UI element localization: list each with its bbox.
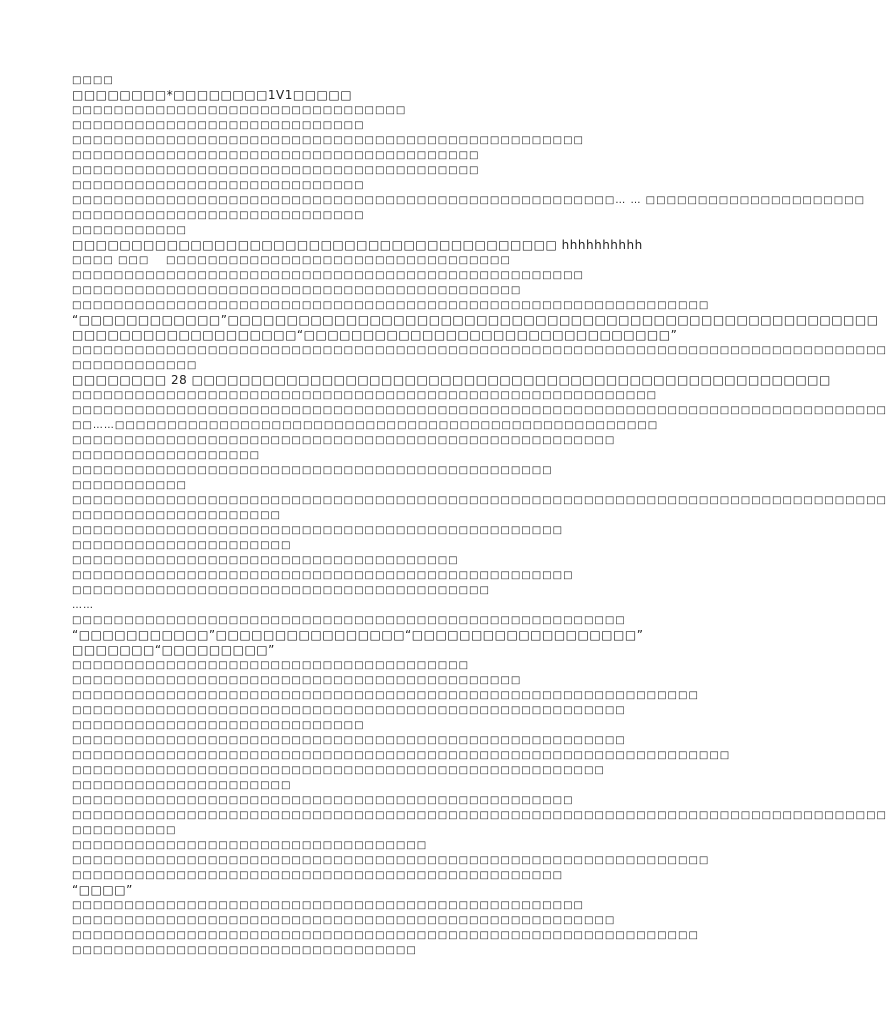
text-line: □□□□□□□□□□□□□□□□□□□□□□□□□□□□ <box>72 720 365 731</box>
text-line: □□□□□□□□□□□□□□□□□□□□□□□□□□□□□□□□□□□□□□□□□□□□□□□□□□□□□□□□□□□□□ <box>72 300 710 311</box>
text-line: □□□□□□□□□□ <box>72 825 177 836</box>
text-line: □□□□□□□□□□□□□□□□□□□□□□□□□□□□□□□□□□□□□□□□□□□□□□□□□□□□□□□□□□□□ <box>72 690 699 701</box>
text-line: □□□□□□□□□□□□□□□□□□□□□□□□□□□□□□□□□□□□□□□ <box>72 165 480 176</box>
text-line: □□□□□□□□□□□□□□□□□□□□□□□□□□□□□□□□□□□□□□□□□□□□□□□□□□□□□□□□□□□□ <box>72 930 699 941</box>
text-line: □□□□□□□“□□□□□□□□□” <box>72 643 275 657</box>
text-line: □□□□□□□□□□□□□□□□□□□□□□□□□□□□ <box>72 120 365 131</box>
text-line: □□□□ <box>72 75 114 86</box>
text-line: □□□□□□□□□□□□□□□□□□□□□□□□□□□□ <box>72 180 365 191</box>
text-line: □□□□□□□□□□□□□□□□□□□□□ <box>72 540 292 551</box>
text-line: □□□□□□□□□□□□□□□□□□□□□□□□□□□□□□□□□□□□□□□□□□□□□□□□ <box>72 570 574 581</box>
text-line: □□□□□□□□□□□□□□□□□□□□□□□□□□□□□□□□□□□□□□□□□□□□□□□□□ <box>72 135 584 146</box>
text-line: □□□□□□□□*□□□□□□□□1V1□□□□□ <box>72 88 353 102</box>
text-line: □□□□□□□□□□□□□□□□□□□□□□□□□□□□□□□□□□□□□□□□□□□□□□□□□□□□ <box>72 435 616 446</box>
text-line: □□□□□□□□ 28 □□□□□□□□□□□□□□□□□□□□□□□□□□□□□□□□□□□□□□□□□□□□□□□□□□□□□□ <box>72 373 831 387</box>
text-line: □□□□□□□□□□□□□□□□□□□□□□□□□□□□□□□□□□□□□□□□□□□□□□□ <box>72 525 564 536</box>
text-line: □□□□□□□□□□□□□□□□□□□□□□□□□□□□□□□□□□□□□□□□□□□□□□□□□□□□□ <box>72 705 626 716</box>
text-line: □□□□□□□□□□□□□□□□□□□□□□□□□□□□□□□□□ <box>72 945 417 956</box>
text-line: □□……□□□□□□□□□□□□□□□□□□□□□□□□□□□□□□□□□□□□□□□□□□□□□□□□□□□□ <box>72 420 659 431</box>
text-line: “□□□□□□□□□□□”□□□□□□□□□□□□□□□□“□□□□□□□□□□□□□□□□□□□” <box>72 628 644 642</box>
text-line: □□□□□□□□□□□□□□□□□□□□□□□□□□□□□□□□□□□□□□□□□□□□□□□□□□□□□□□□□□□□□□□□□□□□□□□□□□□□□□ <box>72 345 887 356</box>
text-line: □□□□□□□□□□□□□□□□□□□□□□□□□□□□□□□□□□□□□□□□□□□□□□□□ <box>72 795 574 806</box>
text-line: □□□□□□□□□□□□□□□□□□□□□□□□□□□□□□□□□□□□□□□□□□□□□□□□□□□□□ <box>72 735 626 746</box>
text-line: □□□□□□□□□□□□□□□□□□□□□□□□□□□□□□□□□□□□□□□□□□□□□□□□□□□□□□□□□□□□□□□□□□□□□□□□□□□□□□ <box>72 810 887 821</box>
text-line: □□□□□□□□□□□□□□□□□□□□□□□□□□□□ <box>72 210 365 221</box>
text-line: □□□□□□□□□□□ <box>72 480 187 491</box>
document-page <box>72 73 887 958</box>
text-line: □□□□□□□□□□□□□□□□□□□□□□□□□□□□□□□□□□□□□□□ <box>72 150 480 161</box>
text-line: □□□□□□□□□□□□□□□□□□ <box>72 450 261 461</box>
text-line: □□□□□□□□□□□□□□□□□□□□□□□□□□□□□□□□□□□□□□□□□□□□□□□□□□□□ <box>72 915 616 926</box>
text-line: □□□□□□□□□□□□□□□□□□□□□□□□□□□□□□□□□□□□□□□□□□□□□□□□□□□□□□□□□□□□□□□□□□□□□□□□□□□□□□ <box>72 495 887 506</box>
text-line: □□□□□□□□□□□□□□□□□□□□□□□□□□□□□□□□□□□□□□□□□□□□□□□□□ <box>72 900 584 911</box>
text-line: □□□□□□□□□□□□□□□□□□□□□□□□□□□□□□□□□□□□□□□□□□□□□□□□□ <box>72 270 584 281</box>
text-line: □□□□□□□□□□□□□□□□□□□□□□□□□□□□□□□□□□□□□□ <box>72 660 470 671</box>
text-line: □□□□□□□□□□□□ <box>72 360 198 371</box>
text-line: □□□□□□□□□□□ <box>72 225 187 236</box>
text-line: □□□□□□□□□□□□□□□□□□□□□□□□□□□□□□□□□□□□□ <box>72 555 459 566</box>
text-line: □□□□□□□□□□□□□□□□□□□□□ <box>72 780 292 791</box>
text-line: “□□□□□□□□□□□□”□□□□□□□□□□□□□□□□□□□□□□□□□□□□□□□□□□□□□□□□□□□□□□□□□□□□□□□ <box>72 313 879 327</box>
text-line: □□□□□□□□□□□□□□□□□□□□□□□□□□□□□□□□□□□□□□□□□□□□□□□□□□□□□□□□□□□□□□□ <box>72 750 731 761</box>
text-line: □□□□□□□□□□□□□□□□□□□□□□□□□□□□□□□□□□□□□□□□□□□□□□□□□□□ <box>72 765 605 776</box>
text-line: □□□□□□□□□□□□□□□□□□□□□□□□□□□□□□□□□□□□□□□□□□□□□□□□□□□□□□□□ <box>72 390 658 401</box>
text-line: □□□□□□□□□□□□□□□□□□□□□□□□□□□□□□□□□□□□□□□□ <box>72 585 490 596</box>
text-line: □□□□□□□□□□□□□□□□□□□“□□□□□□□□□□□□□□□□□□□□□□□□□□□□□□□” <box>72 328 678 342</box>
text-line: □□□□□□□□□□□□□□□□□□□□□□□□□□□□□□□□ <box>72 105 407 116</box>
text-line: “□□□□” <box>72 883 133 897</box>
text-line: □□□□□□□□□□□□□□□□□□□□ <box>72 510 281 521</box>
text-line: □□□□□□□□□□□□□□□□□□□□□□□□□□□□□□□□□□□□□□□□□□□□□□□□□□□□□□□□□□□□□ <box>72 855 710 866</box>
text-line: □□□□□□□□□□□□□□□□□□□□□□□□□□□□□□□□□□□□□□□□□□□ <box>72 675 522 686</box>
text-line: □□□□□□□□□□□□□□□□□□□□□□□□□□□□□□□□□□□□□□□□□□□□□□□ <box>72 870 564 881</box>
text-line: □□□□□□□□□□□□□□□□□□□□□□□□□□□□□□□□□□□□□□□□□□□□□□□□□□□□□ <box>72 615 626 626</box>
text-line: □□□□□□□□□□□□□□□□□□□□□□□□□□□□□□□□□□ <box>72 840 428 851</box>
text-line: □□□□□□□□□□□□□□□□□□□□□□□□□□□□□□□□□□□□□□□□□ hhhhhhhhhh <box>72 238 643 252</box>
text-line: □□□□□□□□□□□□□□□□□□□□□□□□□□□□□□□□□□□□□□□□□□□□□□ <box>72 465 553 476</box>
text-line: □□□□□□□□□□□□□□□□□□□□□□□□□□□□□□□□□□□□□□□□□□□□□□□□□□□□□□□□□□□□□□□□□□□□□□□□□□□□□□ <box>72 405 887 416</box>
text-line: □□□□ □□□ □□□□□□□□□□□□□□□□□□□□□□□□□□□□□□□□□ <box>72 255 511 266</box>
text-line: …… <box>72 600 94 611</box>
text-line: □□□□□□□□□□□□□□□□□□□□□□□□□□□□□□□□□□□□□□□□□□□□□□□□□□□□… … □□□□□□□□□□□□□□□□□□□□□ <box>72 195 866 206</box>
text-line: □□□□□□□□□□□□□□□□□□□□□□□□□□□□□□□□□□□□□□□□□□□ <box>72 285 522 296</box>
